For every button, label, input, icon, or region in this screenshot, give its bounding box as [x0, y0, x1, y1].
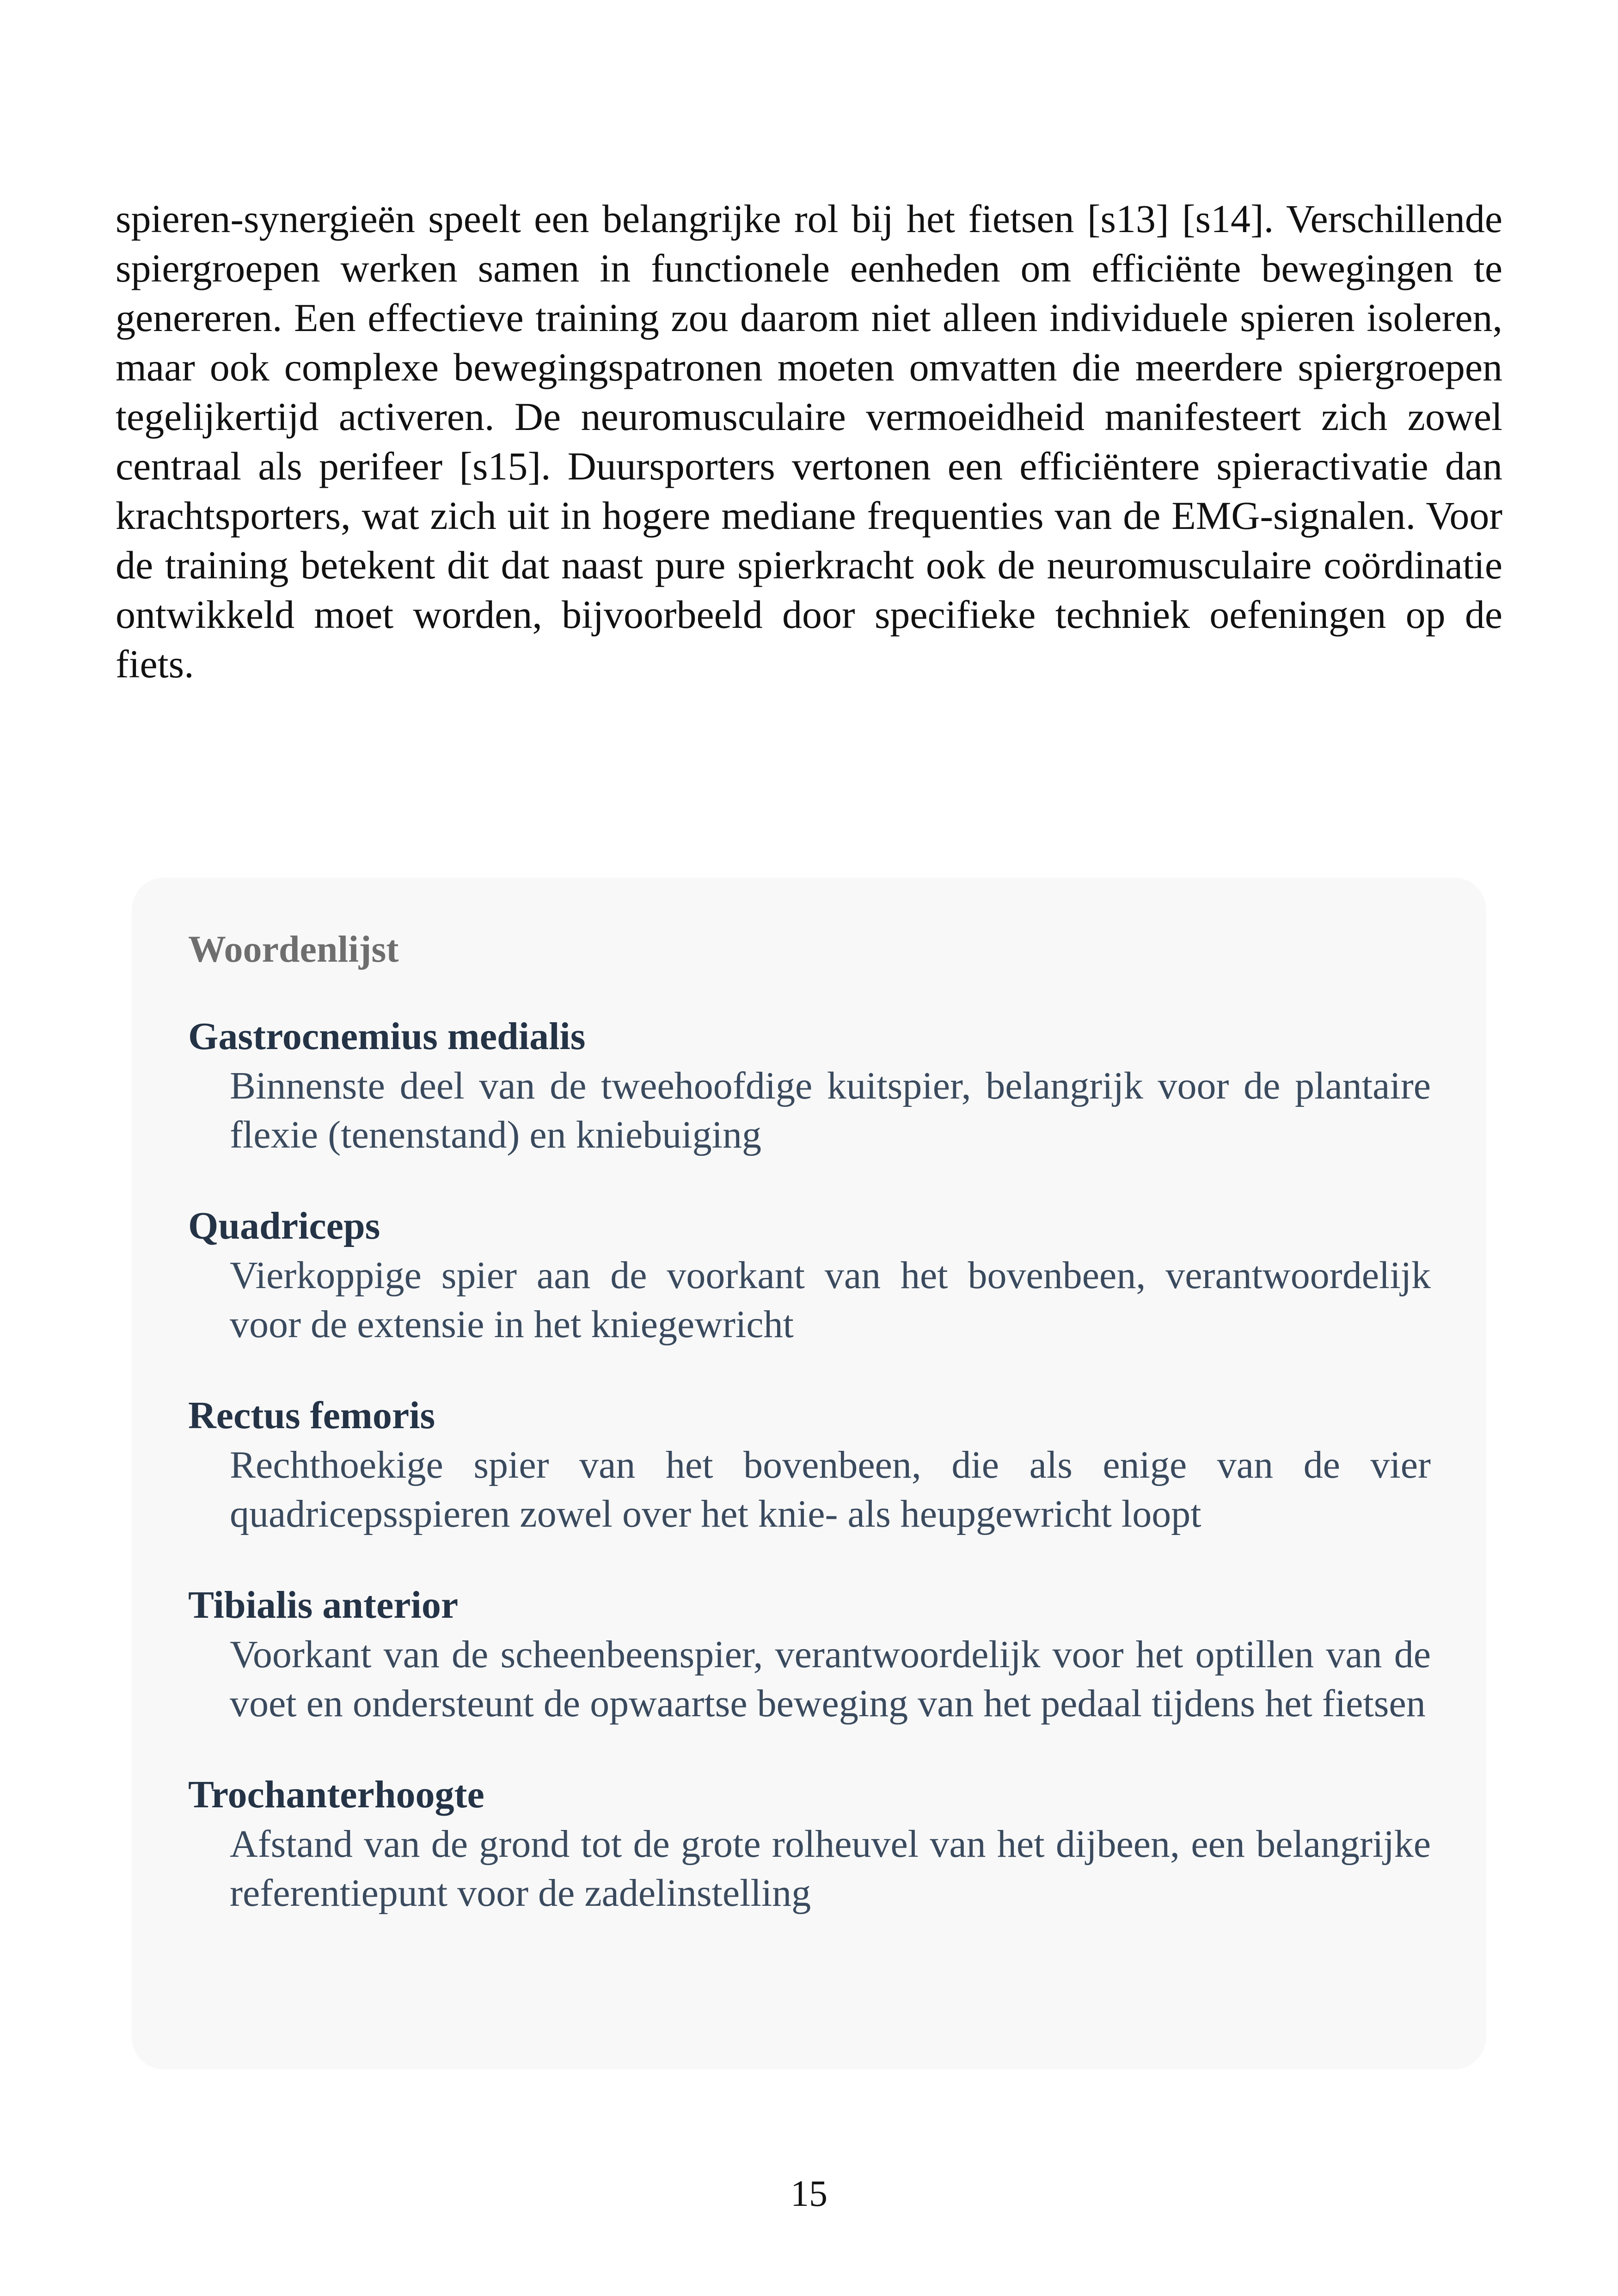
glossary-term: Gastrocnemius medialis	[188, 1015, 586, 1058]
glossary-entry	[188, 1580, 1431, 1728]
glossary-term: Trochanterhoogte	[188, 1773, 484, 1816]
glossary-term: Rectus femoris	[188, 1394, 435, 1437]
glossary-term: Quadriceps	[188, 1204, 380, 1247]
glossary-definition: Binnenste deel van de tweehoofdige kuitspier, belangrijk voor de plantaire flexie (tenenstand) en kniebuiging	[230, 1064, 1431, 1156]
body-paragraph: spieren-synergieën speelt een belangrijke rol bij het fietsen [s13] [s14]. Verschillende spiergroepen werken samen in functionele eenheden om efficiënte bewegingen te genereren. Een effectieve training zou daarom niet alleen individuele spieren isoleren, maar ook complexe bewegingspatronen moeten omvatten die meerdere spiergroepen tegelijkertijd activeren. De neuromusculaire vermoeidheid manifesteert zich zowel centraal als perifeer [s15]. Duursporters vertonen een efficiëntere spieractivatie dan krachtsporters, wat zich uit in hogere mediane frequenties van de EMG-signalen. Voor de training betekent dit dat naast pure spierkracht ook de neuromusculaire coördinatie ontwikkeld moet worden, bijvoorbeeld door specifieke techniek oefeningen op de fiets.	[116, 196, 1502, 686]
glossary-entry	[188, 1770, 1431, 1918]
glossary-entry	[188, 1391, 1431, 1539]
glossary-entry	[188, 1012, 1431, 1160]
glossary-definition: Rechthoekige spier van het bovenbeen, die als enige van de vier quadricepsspieren zowel over het knie- als heupgewricht loopt	[230, 1443, 1431, 1535]
glossary-definition: Vierkoppige spier aan de voorkant van het bovenbeen, verantwoordelijk voor de extensie in het kniegewricht	[230, 1254, 1431, 1346]
glossary-definition: Voorkant van de scheenbeenspier, verantwoordelijk voor het optillen van de voet en ondersteunt de opwaartse beweging van het pedaal tijdens het fietsen	[230, 1633, 1431, 1725]
glossary-definition: Afstand van de grond tot de grote rolheuvel van het dijbeen, een belangrijke referentiepunt voor de zadelinstelling	[230, 1823, 1431, 1915]
glossary-box	[132, 878, 1486, 2069]
glossary-entry	[188, 1201, 1431, 1349]
glossary-title: Woordenlijst	[188, 928, 399, 970]
glossary-term: Tibialis anterior	[188, 1584, 459, 1627]
page-number: 15	[791, 2173, 827, 2214]
